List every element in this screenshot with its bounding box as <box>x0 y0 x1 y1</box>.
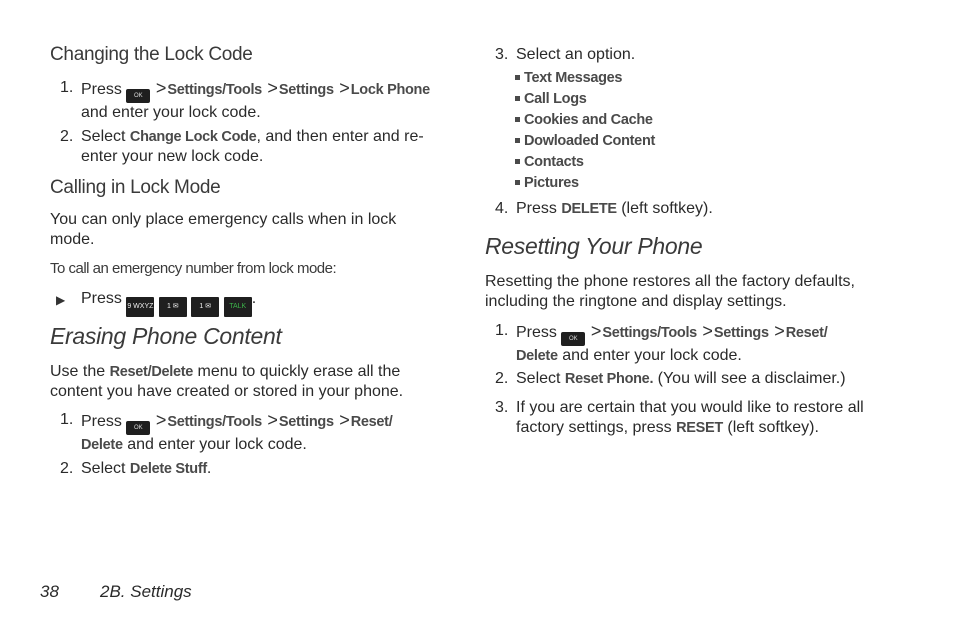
step-number: 1. <box>60 411 74 428</box>
step-number: 1. <box>60 79 74 96</box>
ok-key-icon: OK <box>561 332 585 346</box>
option-item: Call Logs <box>515 89 655 110</box>
menu-item: Reset Phone. <box>564 371 654 387</box>
option-item: Pictures <box>515 173 655 194</box>
square-bullet-icon <box>515 180 520 185</box>
heading-calling-lock-mode: Calling in Lock Mode <box>50 177 221 198</box>
section-label: 2B. Settings <box>100 582 192 601</box>
procedure-lead: To call an emergency number from lock mode: <box>50 260 337 277</box>
option-item: Contacts <box>515 152 655 173</box>
menu-item: Change Lock Code <box>129 129 257 145</box>
paragraph: Use the Reset/Delete menu to quickly erase all the content you have created or stored in your phone. <box>50 363 404 400</box>
step-reset-3: If you are certain that you would like to restore all factory settings, press RESET (left softkey). <box>516 399 864 436</box>
paragraph: You can only place emergency calls when in lock mode. <box>50 211 397 248</box>
option-item: Cookies and Cache <box>515 110 655 131</box>
step-select-option: Select an option. <box>516 46 636 63</box>
square-bullet-icon <box>515 75 520 80</box>
option-item: Text Messages <box>515 68 655 89</box>
heading-erasing-phone-content: Erasing Phone Content <box>50 323 282 349</box>
step-change-2: Select Change Lock Code, and then enter and re- enter your new lock code. <box>81 128 424 165</box>
step-number: 2. <box>60 460 74 477</box>
step-number: 3. <box>495 46 509 63</box>
step-text: Press <box>81 81 122 98</box>
step-number: 4. <box>495 200 509 217</box>
paragraph: Resetting the phone restores all the factory defaults, including the ringtone and display settings. <box>485 273 855 310</box>
square-bullet-icon <box>515 117 520 122</box>
option-list <box>515 68 655 194</box>
menu-item: Delete Stuff <box>129 461 207 477</box>
ok-key-icon: OK <box>126 421 150 435</box>
key-1-icon: 1 ✉ <box>191 297 219 317</box>
step-number: 2. <box>495 370 509 387</box>
triangle-bullet-icon: ▶ <box>56 293 66 307</box>
ok-key-icon: OK <box>126 89 150 103</box>
square-bullet-icon <box>515 96 520 101</box>
menu-item: Reset/Delete <box>109 364 194 380</box>
heading-changing-lock-code: Changing the Lock Code <box>50 44 253 65</box>
menu-path: Lock Phone <box>350 82 430 98</box>
square-bullet-icon <box>515 138 520 143</box>
key-9-icon: 9 WXYZ <box>126 297 154 317</box>
menu-path: Settings/Tools <box>167 82 262 98</box>
menu-path: Settings <box>278 82 334 98</box>
page-number: 38 <box>40 582 59 601</box>
square-bullet-icon <box>515 159 520 164</box>
softkey-label: DELETE <box>561 201 617 217</box>
step-erase-2: Select Delete Stuff. <box>81 460 212 477</box>
talk-key-icon: TALK <box>224 297 252 317</box>
emergency-call-step: Press 9 WXYZ 1 ✉ 1 ✉ TALK . <box>81 289 256 317</box>
option-item: Dowloaded Content <box>515 131 655 152</box>
softkey-label: RESET <box>676 420 723 436</box>
step-number: 1. <box>495 322 509 339</box>
step-reset-2: Select Reset Phone. (You will see a disclaimer.) <box>516 370 846 387</box>
heading-resetting-your-phone: Resetting Your Phone <box>485 233 703 259</box>
step-change-1: Press OK >Settings/Tools >Settings >Lock Phone and enter your lock code. <box>81 78 430 121</box>
step-reset-1: Press OK >Settings/Tools >Settings >Reset/ Delete and enter your lock code. <box>516 321 828 364</box>
step-press-delete: Press DELETE (left softkey). <box>516 200 713 217</box>
step-text: and enter your lock code. <box>81 104 261 121</box>
step-number: 3. <box>495 399 509 416</box>
step-number: 2. <box>60 128 74 145</box>
step-erase-1: Press OK >Settings/Tools >Settings >Reset/ Delete and enter your lock code. <box>81 410 393 453</box>
key-1-icon: 1 ✉ <box>159 297 187 317</box>
